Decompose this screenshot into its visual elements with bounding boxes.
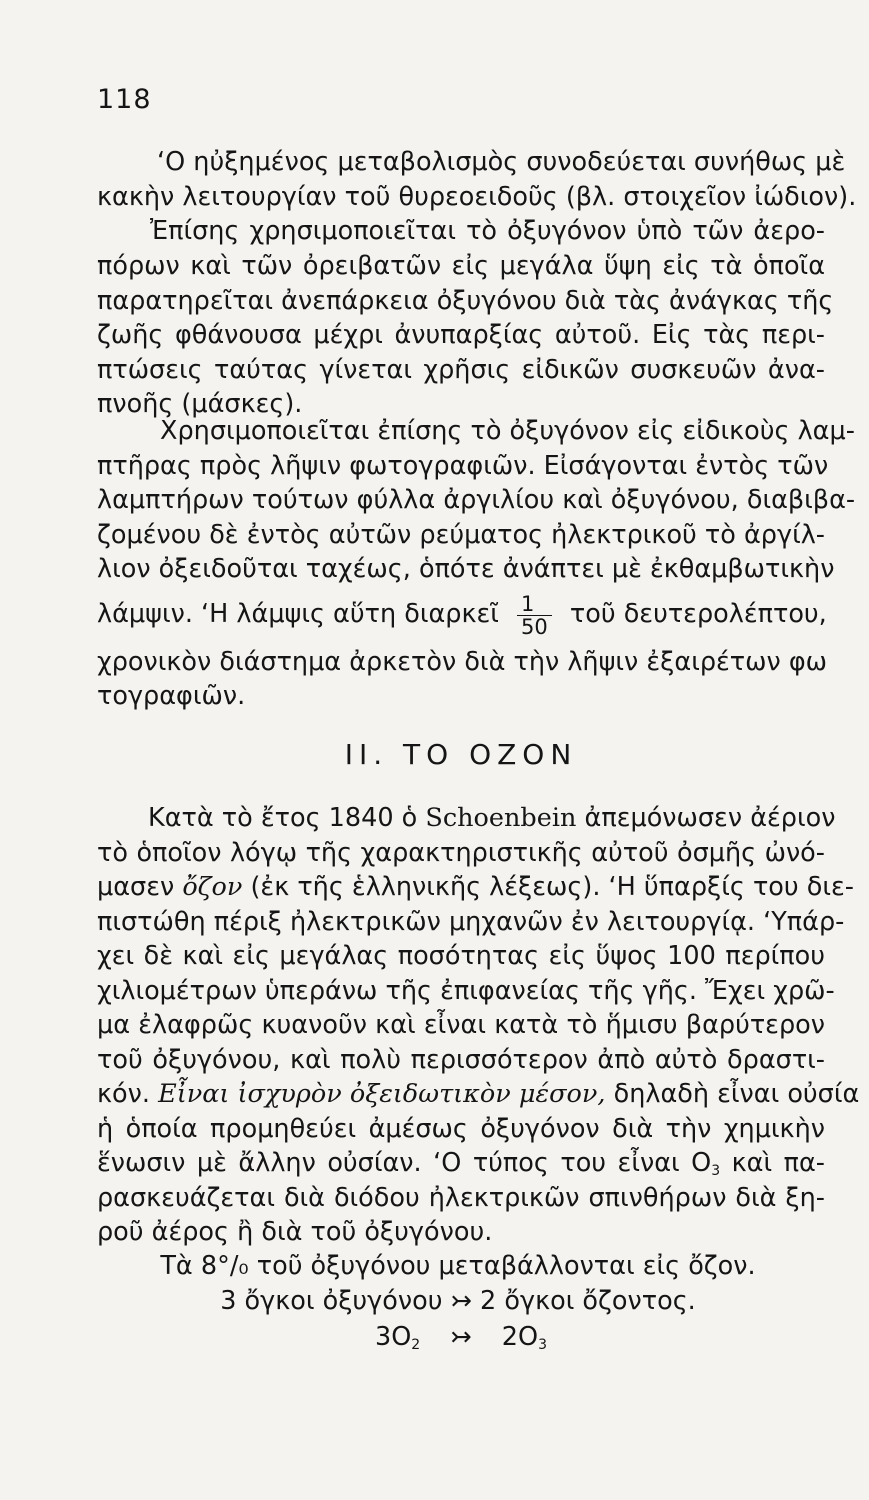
text-line: τογραφιῶν. [97,681,246,711]
text-fragment: τοῦ δευτερολέπτου, [569,599,827,629]
fraction-numerator: 1 [517,593,552,616]
text-line: ἡ ὁποία προμηθεύει ἀμέσως ὀξυγόνον διὰ τὴν χημικὴν [97,1114,825,1144]
text-line: πτώσεις ταύτας γίνεται χρῆσις εἰδικῶν συσκευῶν ἀνα- [97,355,825,385]
text-line-percentage: Τὰ 8°/₀ τοῦ ὀξυγόνου μεταβάλλονται εἰς ὄζον. [160,1251,756,1281]
subscript: 3 [711,1163,721,1179]
text-fragment: μασεν [97,872,183,902]
text-line [97,870,854,904]
italic-phrase: Εἶναι ἰσχυρὸν ὀξειδωτικὸν μέσον, [158,1079,606,1109]
text-line: Χρησιμοποιεῖται ἐπίσης τὸ ὀξυγόνον εἰς εἰδικοὺς λαμ- [160,416,855,446]
text-line [148,801,836,835]
text-fragment: κόν. [97,1079,159,1109]
scientist-name: Schoenbein [425,803,577,833]
text-line: πιστώθη πέριξ ἠλεκτρικῶν μηχανῶν ἐν λειτουργίᾳ. ‘Υπάρ- [97,907,845,937]
text-line: τοῦ ὀξυγόνου, καὶ πολὺ περισσότερον ἀπὸ αὐτὸ δραστι- [97,1045,825,1075]
text-line: χρονικὸν διάστημα ἀρκετὸν διὰ τὴν λῆψιν ἐξαιρέτων φω [97,647,828,677]
page-number: 118 [97,84,152,115]
text-line: ‘Ο ηὐξημένος μεταβολισμὸς συνοδεύεται συνήθως μὲ [157,147,846,177]
chemical-equation [97,1320,825,1362]
text-line [97,1077,860,1111]
text-line: λιον ὀξειδοῦται ταχέως, ὁπότε ἀνάπτει μὲ ἐκθαμβωτικὴν [97,554,835,584]
equation-left: 3O [374,1322,412,1352]
text-line: μα ἐλαφρῶς κυανοῦν καὶ εἶναι κατὰ τὸ ἥμισυ βαρύτερον [97,1010,825,1040]
text-line: παρατηρεῖται ἀνεπάρκεια ὀξυγόνου διὰ τὰς ἀνάγκας τῆς [97,286,834,316]
text-line: χιλιομέτρων ὑπεράνω τῆς ἐπιφανείας τῆς γῆς. Ἔχει χρῶ- [97,976,835,1006]
text-line: ζωῆς φθάνουσα μέχρι ἀνυπαρξίας αὐτοῦ. Εἰς τὰς περι- [97,320,825,350]
text-fragment: Κατὰ τὸ ἔτος 1840 ὁ [148,803,426,833]
equation-right: 2O [501,1322,539,1352]
text-line: χει δὲ καὶ εἰς μεγάλας ποσότητας εἰς ὕψος 100 περίπου [97,941,825,971]
text-line: κακὴν λειτουργίαν τοῦ θυρεοειδοῦς (βλ. στοιχεῖον ἰώδιον). [97,182,857,212]
text-fragment: καὶ πα- [720,1148,825,1178]
text-line: λαμπτήρων τούτων φύλλα ἀργιλίου καὶ ὀξυγόνου, διαβιβα- [97,485,856,515]
subscript: 2 [411,1337,421,1353]
italic-term: ὄζον [182,872,243,902]
text-line-volumes: 3 ὄγκοι ὀξυγόνου ↣ 2 ὄγκοι ὄζοντος. [220,1286,696,1316]
fraction [517,593,552,638]
text-fragment: ἕνωσιν μὲ ἄλλην οὐσίαν. ‘Ο τύπος του εἶναι O [97,1148,712,1178]
arrow-icon: ↣ [450,1322,472,1352]
text-line: πνοῆς (μάσκες). [97,389,303,419]
section-heading: II. ΤΟ ΟΖΟΝ [344,738,578,771]
text-fragment: ἀπεμόνωσεν ἀέριον [576,803,836,833]
text-line: Ἐπίσης χρησιμοποιεῖται τὸ ὀξυγόνον ὑπὸ τῶν ἀερο- [150,216,825,246]
fraction-denominator: 50 [521,614,548,639]
text-line: πόρων καὶ τῶν ὀρειβατῶν εἰς μεγάλα ὕψη εἰς τὰ ὁποῖα [97,251,825,281]
text-line: ροῦ ἀέρος ἢ διὰ τοῦ ὀξυγόνου. [97,1217,493,1247]
text-fragment: λάμψιν. ‘Η λάμψις αὕτη διαρκεῖ [97,599,499,629]
subscript: 3 [538,1337,548,1353]
text-fragment: δηλαδὴ εἶναι οὐσία [605,1079,860,1109]
text-line: ρασκευάζεται διὰ διόδου ἠλεκτρικῶν σπινθήρων διὰ ξη- [97,1183,825,1213]
text-fragment: (ἐκ τῆς ἑλληνικῆς λέξεως). ‘Η ὕπαρξίς του διε- [242,872,854,902]
text-line-with-fraction [97,590,825,638]
text-line: τὸ ὁποῖον λόγῳ τῆς χαρακτηριστικῆς αὐτοῦ ὀσμῆς ὠνό- [97,838,825,868]
text-line: πτῆρας πρὸς λῆψιν φωτογραφιῶν. Εἰσάγονται ἐντὸς τῶν [97,451,829,481]
text-line: ζομένου δὲ ἐντὸς αὐτῶν ρεύματος ἠλεκτρικοῦ τὸ ἀργίλ- [97,520,825,550]
